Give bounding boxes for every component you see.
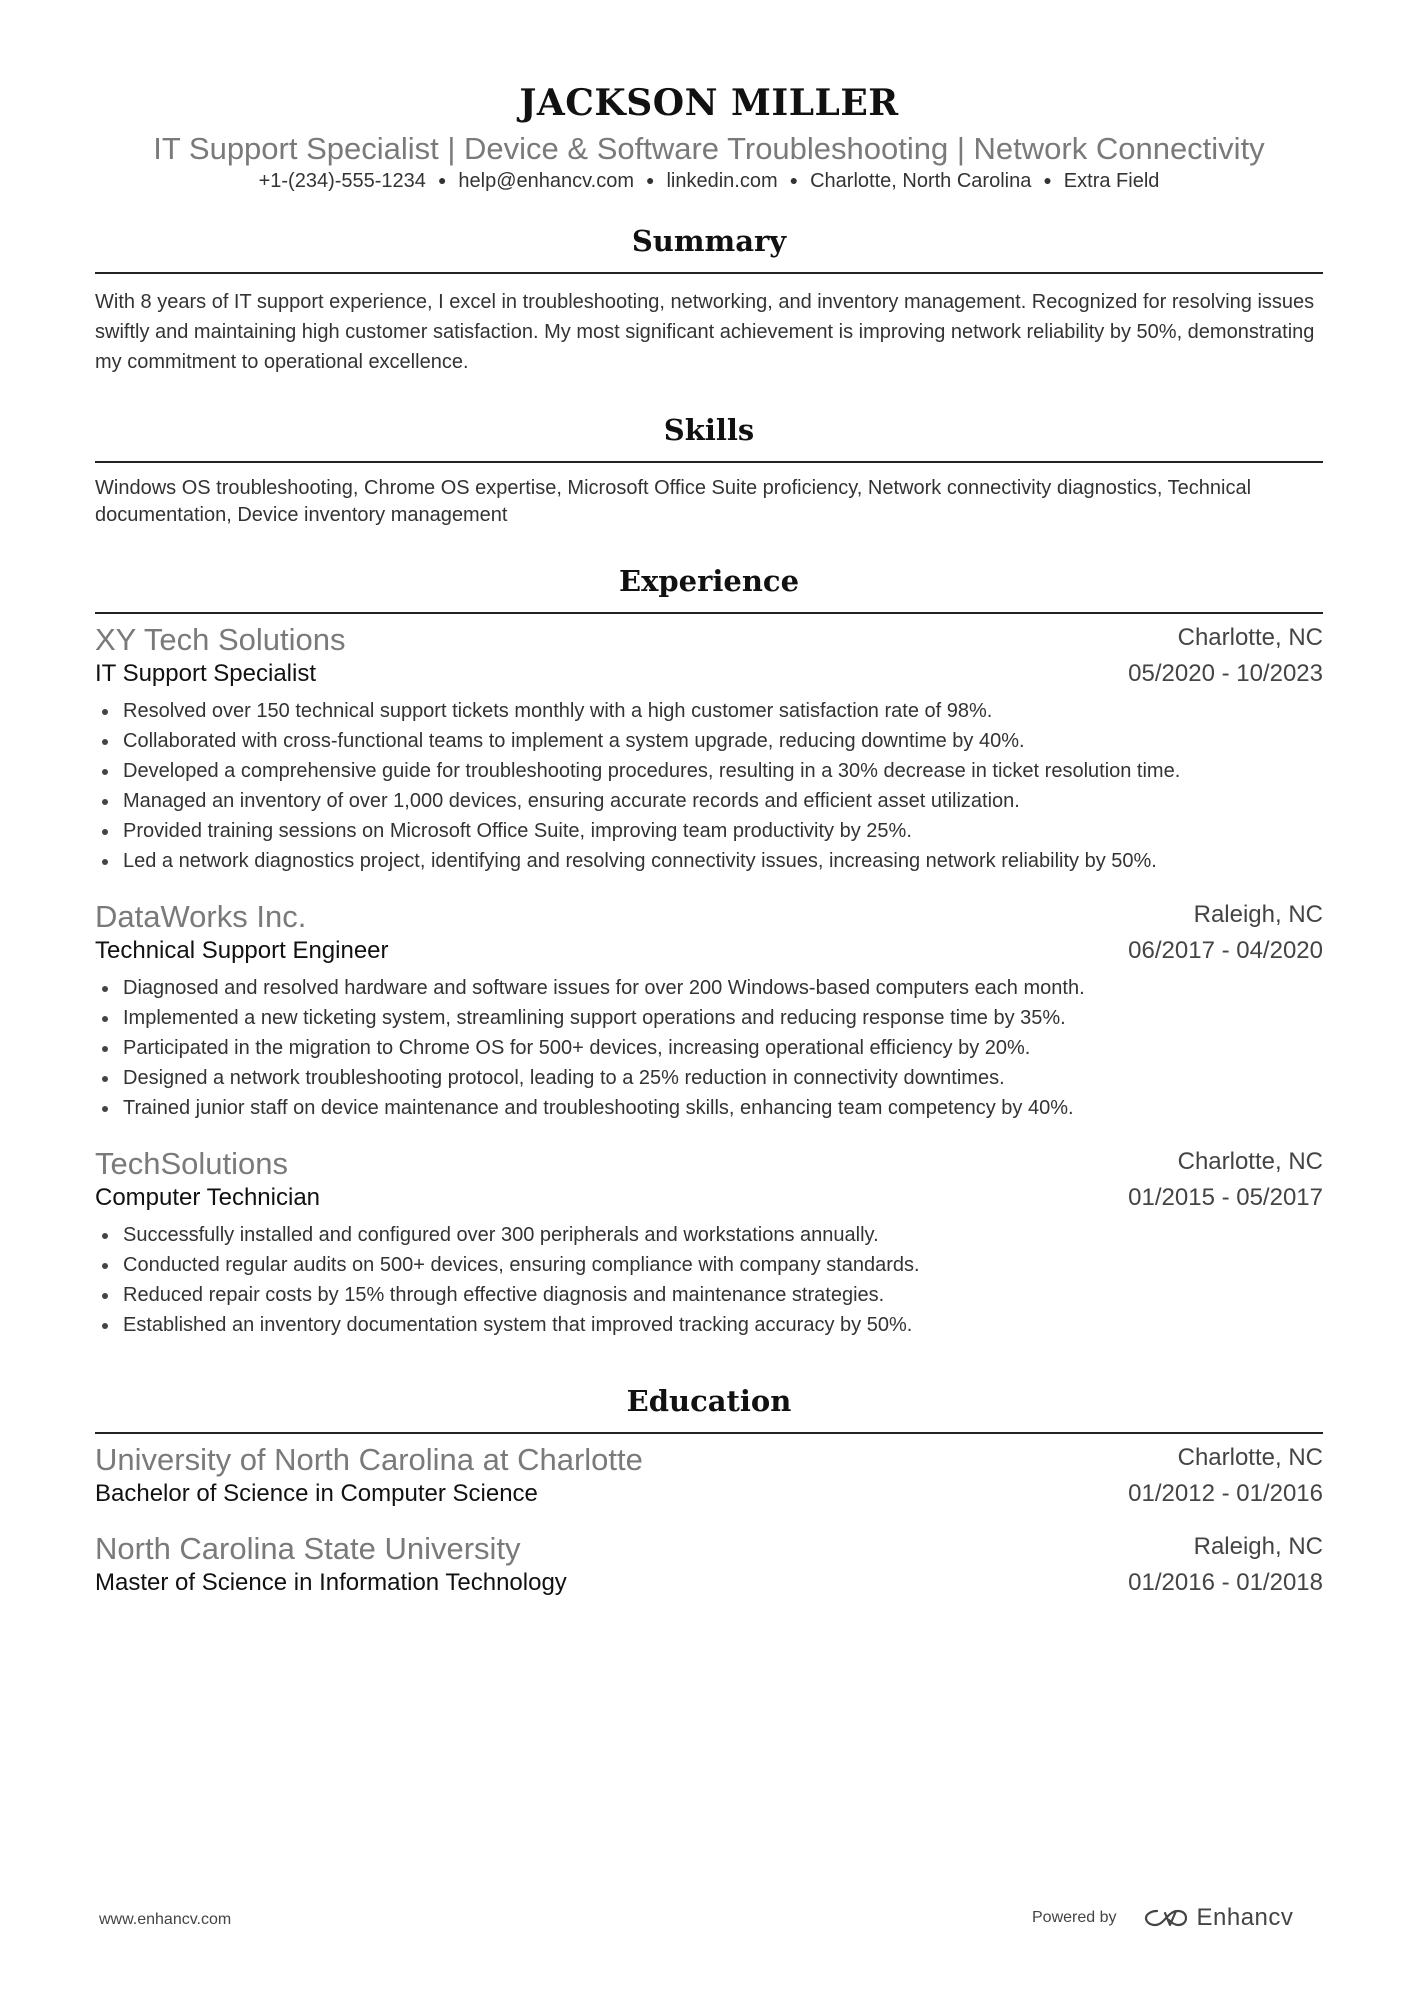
- job-dates: 05/2020 - 10/2023: [1128, 660, 1323, 687]
- brand-name: Enhancv: [1196, 1904, 1294, 1931]
- summary-heading: Summary: [631, 224, 787, 258]
- entry-subheader: [95, 1184, 1323, 1220]
- achievement-item: Diagnosed and resolved hardware and software issues for over 200 Windows-based computers each month.: [95, 973, 1323, 1003]
- experience-entry: [95, 1146, 1323, 1340]
- enhancv-logo-icon: [1143, 1905, 1189, 1931]
- skills-text: Windows OS troubleshooting, Chrome OS expertise, Microsoft Office Suite proficiency, Network connectivity diagnostics, Technical documentation, Device inventory management: [95, 477, 1252, 526]
- achievement-item: Trained junior staff on device maintenance and troubleshooting skills, enhancing team competency by 40%.: [95, 1093, 1323, 1123]
- linkedin[interactable]: linkedin.com: [666, 170, 778, 192]
- education-dates: 01/2012 - 01/2016: [1128, 1480, 1323, 1507]
- section-divider: [95, 612, 1323, 614]
- achievement-item: Implemented a new ticketing system, streamlining support operations and reducing response time by 35%.: [95, 1003, 1323, 1033]
- bullet-dot: [102, 1293, 108, 1299]
- candidate-name: JACKSON MILLER: [519, 82, 899, 124]
- job-location: Raleigh, NC: [1193, 901, 1323, 928]
- section-divider: [95, 1432, 1323, 1434]
- bullet-dot: [102, 799, 108, 805]
- school-name: North Carolina State University: [95, 1531, 521, 1566]
- section-divider: [95, 272, 1323, 274]
- email[interactable]: help@enhancv.com: [458, 170, 634, 192]
- achievement-item: Designed a network troubleshooting protocol, leading to a 25% reduction in connectivity downtimes.: [95, 1063, 1323, 1093]
- education-dates: 01/2016 - 01/2018: [1128, 1569, 1323, 1596]
- bullet-dot: [102, 769, 108, 775]
- entry-header: [95, 1531, 1323, 1569]
- entry-subheader: [95, 1480, 1323, 1516]
- entry-header: [95, 622, 1323, 660]
- bullet-dot: [102, 1106, 108, 1112]
- entry-header: [95, 1442, 1323, 1480]
- bullet-dot: [102, 986, 108, 992]
- school-location: Charlotte, NC: [1177, 1444, 1323, 1471]
- bullet-dot: [102, 1263, 108, 1269]
- achievement-item: Resolved over 150 technical support tickets monthly with a high customer satisfaction rate of 98%.: [95, 696, 1323, 726]
- achievement-item: Led a network diagnostics project, identifying and resolving connectivity issues, increasing network reliability by 50%.: [95, 846, 1323, 876]
- achievement-item: Provided training sessions on Microsoft Office Suite, improving team productivity by 25%.: [95, 816, 1323, 846]
- achievement-list: [95, 696, 1323, 876]
- bullet-dot: [102, 1233, 108, 1239]
- achievement-item: Reduced repair costs by 15% through effective diagnosis and maintenance strategies.: [95, 1280, 1323, 1310]
- achievement-item: Conducted regular audits on 500+ devices, ensuring compliance with company standards.: [95, 1250, 1323, 1280]
- company-name: DataWorks Inc.: [95, 899, 307, 934]
- footer-branding: [1032, 1898, 1293, 1938]
- location: Charlotte, North Carolina: [810, 170, 1032, 192]
- education-heading: Education: [626, 1384, 792, 1418]
- job-dates: 06/2017 - 04/2020: [1128, 937, 1323, 964]
- entry-subheader: [95, 937, 1323, 973]
- job-title: IT Support Specialist: [95, 660, 317, 687]
- section-divider: [95, 461, 1323, 463]
- achievement-item: Participated in the migration to Chrome OS for 500+ devices, increasing operational efficiency by 20%.: [95, 1033, 1323, 1063]
- bullet-separator: ●: [646, 172, 655, 188]
- achievement-item: Established an inventory documentation system that improved tracking accuracy by 50%.: [95, 1310, 1323, 1340]
- bullet-separator: ●: [789, 172, 799, 188]
- entry-header: [95, 899, 1323, 937]
- job-dates: 01/2015 - 05/2017: [1128, 1184, 1323, 1211]
- achievement-item: Successfully installed and configured over 300 peripherals and workstations annually.: [95, 1220, 1323, 1250]
- degree: Bachelor of Science in Computer Science: [95, 1480, 538, 1507]
- footer-website-link[interactable]: www.enhancv.com: [99, 1911, 232, 1928]
- entry-header: [95, 1146, 1323, 1184]
- company-name: XY Tech Solutions: [95, 622, 346, 657]
- bullet-dot: [102, 1016, 108, 1022]
- job-location: Charlotte, NC: [1177, 1148, 1323, 1175]
- job-location: Charlotte, NC: [1177, 624, 1323, 651]
- education-entry: [95, 1442, 1323, 1516]
- bullet-dot: [102, 829, 108, 835]
- achievement-item: Managed an inventory of over 1,000 devices, ensuring accurate records and efficient asset utilization.: [95, 786, 1323, 816]
- degree: Master of Science in Information Technology: [95, 1569, 567, 1596]
- entry-subheader: [95, 660, 1323, 696]
- company-name: TechSolutions: [95, 1146, 289, 1181]
- bullet-dot: [102, 859, 108, 865]
- bullet-separator: ●: [1043, 172, 1052, 188]
- achievement-item: Developed a comprehensive guide for troubleshooting procedures, resulting in a 30% decrease in ticket resolution time.: [95, 756, 1323, 786]
- contact-line: [95, 170, 1323, 193]
- bullet-dot: [102, 739, 108, 745]
- experience-heading: Experience: [618, 564, 800, 598]
- summary-text: With 8 years of IT support experience, I excel in troubleshooting, networking, and inventory management. Recognized for resolving issues swiftly and maintaining high customer satisfaction. My most significant achievement is improving network reliability by 50%, demonstrating my commitment to operational excellence.: [95, 291, 1315, 373]
- powered-by-label: Powered by: [1032, 1909, 1117, 1926]
- candidate-headline: IT Support Specialist | Device & Software Troubleshooting | Network Connectivity: [153, 131, 1265, 166]
- extra-field: Extra Field: [1063, 170, 1160, 192]
- phone[interactable]: +1-(234)-555-1234: [258, 170, 426, 192]
- job-title: Technical Support Engineer: [95, 937, 389, 964]
- achievement-list: [95, 973, 1323, 1123]
- achievement-list: [95, 1220, 1323, 1340]
- entry-subheader: [95, 1569, 1323, 1605]
- school-location: Raleigh, NC: [1193, 1533, 1323, 1560]
- bullet-dot: [102, 1323, 108, 1329]
- experience-entry: [95, 899, 1323, 1123]
- skills-heading: Skills: [663, 413, 755, 447]
- achievement-item: Collaborated with cross-functional teams to implement a system upgrade, reducing downtime by 40%.: [95, 726, 1323, 756]
- school-name: University of North Carolina at Charlotte: [95, 1442, 643, 1477]
- experience-entry: [95, 622, 1323, 876]
- job-title: Computer Technician: [95, 1184, 321, 1211]
- bullet-dot: [102, 1046, 108, 1052]
- bullet-dot: [102, 709, 108, 715]
- bullet-separator: ●: [437, 172, 447, 188]
- education-entry: [95, 1531, 1323, 1605]
- bullet-dot: [102, 1076, 108, 1082]
